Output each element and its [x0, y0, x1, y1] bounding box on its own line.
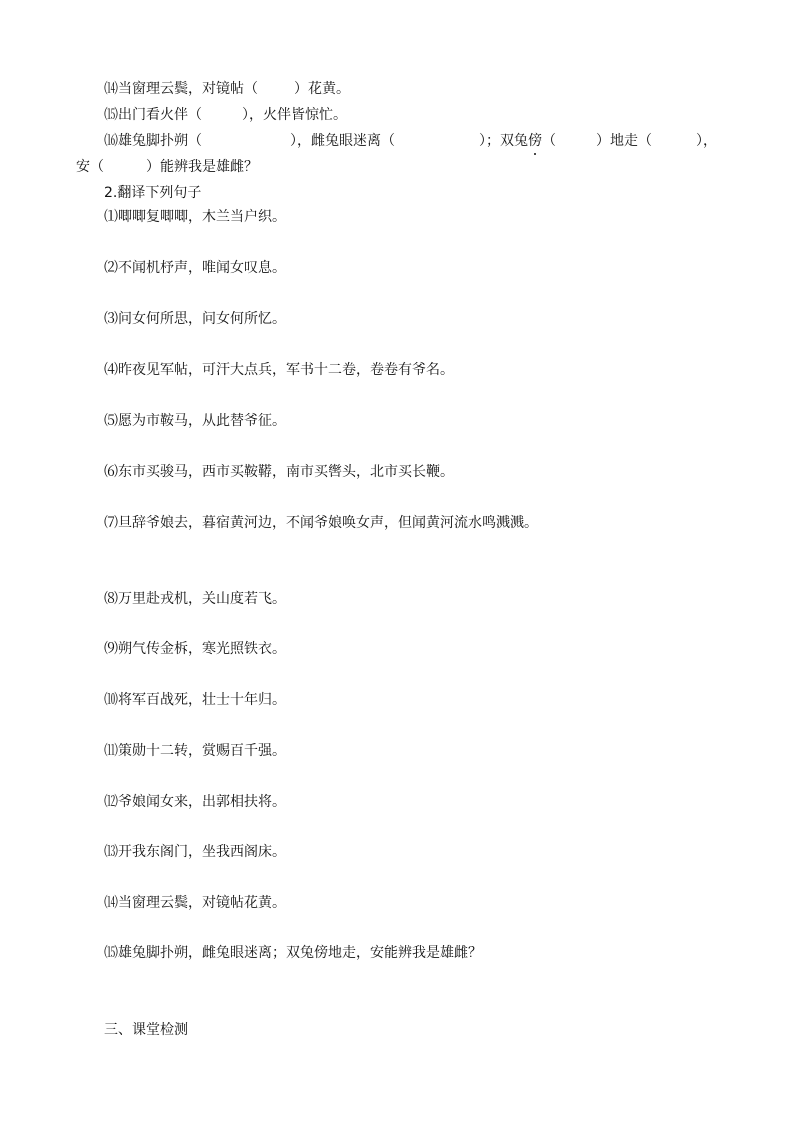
item-text: （	[542, 133, 556, 149]
item-number: ⒁	[104, 895, 118, 911]
item-text: 当窗理云鬓，对镜帖花黄。	[118, 895, 286, 911]
item-number: ⑸	[104, 413, 118, 429]
translate-item-9	[104, 640, 286, 658]
translate-item-6	[104, 463, 454, 481]
item-text: 唧唧复唧唧，木兰当户织。	[118, 209, 286, 225]
fill-item-16	[104, 132, 717, 150]
item-text: 旦辞爷娘去，暮宿黄河边，不闻爷娘唤女声，但闻黄河流水鸣溅溅。	[118, 515, 538, 531]
item-number: ⑷	[104, 362, 118, 378]
item-number: ⑻	[104, 591, 118, 607]
section-3-title: 三、课堂检测	[104, 1022, 188, 1038]
item-number: ⑴	[104, 209, 118, 225]
item-number: ⒂	[104, 107, 118, 123]
item-text: 当窗理云鬓，对镜帖（	[118, 81, 258, 97]
item-text: 朔气传金柝，寒光照铁衣。	[118, 641, 286, 657]
item-text: 问女何所思，问女何所忆。	[118, 311, 286, 327]
item-text: 开我东阁门，坐我西阁床。	[118, 844, 286, 860]
item-text: ）地走（	[596, 133, 652, 149]
item-text: 策勋十二转，赏赐百千强。	[118, 743, 286, 759]
translate-item-2	[104, 259, 286, 277]
translate-item-3	[104, 310, 286, 328]
item-text: ），雌兔眼迷离（	[290, 133, 395, 149]
item-text: ）；双兔	[479, 133, 528, 149]
translate-item-5	[104, 412, 286, 430]
item-number: ⑶	[104, 311, 118, 327]
item-number: ⒀	[104, 844, 118, 860]
fill-item-15	[104, 106, 347, 124]
item-text: 安（	[76, 159, 104, 175]
item-text: 不闻机杼声，唯闻女叹息。	[118, 260, 286, 276]
translate-item-12	[104, 793, 286, 811]
item-text: ），火伴皆惊忙。	[242, 107, 347, 123]
item-number: ⑺	[104, 515, 118, 531]
item-number: ⑽	[104, 692, 118, 708]
item-text: 昨夜见军帖，可汗大点兵，军书十二卷，卷卷有爷名。	[118, 362, 454, 378]
item-text: ），	[696, 133, 717, 149]
item-number: ⑼	[104, 641, 118, 657]
item-number: ⒃	[104, 133, 118, 149]
item-text: 雄兔脚扑朔，雌兔眼迷离；双兔傍地走，安能辨我是雄雌？	[118, 945, 482, 961]
section-2-title: 2.翻译下列句子	[104, 185, 202, 201]
item-number: ⒁	[104, 81, 118, 97]
item-text: 东市买骏马，西市买鞍鞯，南市买辔头，北市买长鞭。	[118, 464, 454, 480]
translate-item-1	[104, 208, 286, 226]
item-text: 出门看火伴（	[118, 107, 202, 123]
item-text: 万里赴戎机，关山度若飞。	[118, 591, 286, 607]
item-number: ⑹	[104, 464, 118, 480]
item-number: ⑵	[104, 260, 118, 276]
translate-item-14	[104, 894, 286, 912]
item-number: ⒂	[104, 945, 118, 961]
item-text: 爷娘闻女来，出郭相扶将。	[118, 794, 286, 810]
item-number: ⑿	[104, 794, 118, 810]
item-number: ⑾	[104, 743, 118, 759]
emphasis-dot-char: 傍	[528, 133, 542, 149]
translate-item-7	[104, 514, 538, 532]
translate-item-4	[104, 361, 454, 379]
item-text: ）能辨我是雄雌？	[146, 159, 258, 175]
item-text: 雄兔脚扑朔（	[118, 133, 202, 149]
translate-item-10	[104, 691, 286, 709]
item-text: 将军百战死，壮士十年归。	[118, 692, 286, 708]
translate-item-15	[104, 944, 482, 962]
item-text: 愿为市鞍马，从此替爷征。	[118, 413, 286, 429]
translate-item-13	[104, 843, 286, 861]
translate-item-11	[104, 742, 286, 760]
fill-item-16-continued	[76, 158, 258, 176]
fill-item-14	[104, 80, 350, 98]
item-text: ）花黄。	[294, 81, 350, 97]
translate-item-8	[104, 590, 286, 608]
